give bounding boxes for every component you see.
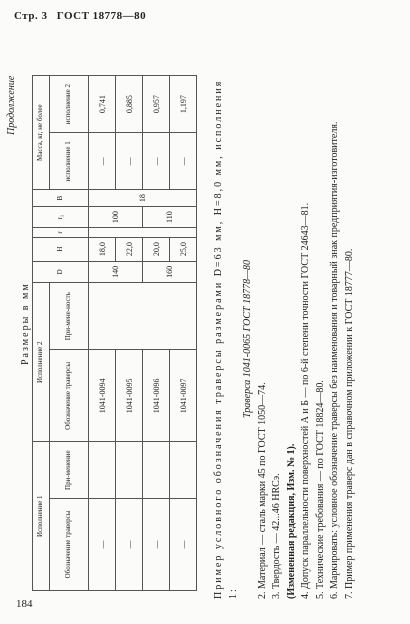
cell-m2: 0,741: [89, 76, 116, 133]
col-D: D: [33, 261, 89, 282]
cell-d1: —: [170, 498, 197, 590]
cell-m2: 0,885: [116, 76, 143, 133]
cell-a2: [89, 283, 197, 350]
note-2: 2. Материал — сталь марки 45 по ГОСТ 1050—74.: [256, 382, 268, 599]
note-4: 4. Допуск параллельности поверхностей А и Б — по 6-й степени точности ГОСТ 24643—81.: [300, 202, 311, 599]
cell-d1: —: [116, 498, 143, 590]
cell-D: 140: [89, 261, 143, 282]
page-header: [14, 10, 146, 22]
col-desig1: Обозначение траверсы: [50, 498, 89, 590]
col-appl2: При-мене-ность: [50, 283, 89, 350]
example-line: Пример условного обозначения траверсы размерами D=63 мм, H=8,0 мм, исполнения 1:: [213, 79, 239, 599]
cell-a1: [116, 442, 143, 498]
cell-H: 20,0: [143, 237, 170, 261]
cell-m1: —: [89, 133, 116, 190]
note-6: 6. Маркировать: условное обозначение траверсы без наименования и товарный знак предприятия-изготовителя.: [329, 121, 340, 599]
cell-a1: [170, 442, 197, 498]
col-B: B: [33, 190, 89, 206]
cell-m2: 0,957: [143, 76, 170, 133]
cell-m1: —: [170, 133, 197, 190]
cell-a1: [143, 442, 170, 498]
notes-text: [212, 79, 357, 599]
cell-d2: 1041-0097: [170, 350, 197, 442]
dimensions-table: [32, 75, 197, 591]
note-5: 5. Технические требования — по ГОСТ 18824—80.: [314, 380, 326, 599]
cell-m1: —: [143, 133, 170, 190]
col-r1: r₁: [33, 206, 89, 227]
cell-r1: 110: [143, 206, 197, 227]
cell-d2: 1041-0095: [116, 350, 143, 442]
cell-H: 18,0: [89, 237, 116, 261]
rotated-content: [2, 45, 402, 605]
page-label: Стр. 3: [14, 10, 48, 22]
col-mass2: исполнение 2: [50, 76, 89, 133]
col-appl1: При-менение: [50, 442, 89, 498]
standard-label: ГОСТ 18778—80: [56, 10, 147, 22]
cell-H: 22,0: [116, 237, 143, 261]
note-3-amendment: (Измененная редакция, Изм. № 1).: [285, 443, 297, 599]
cell-d2: 1041-0094: [89, 350, 116, 442]
col-desig2: Обозначение траверсы: [50, 350, 89, 442]
cell-d2: 1041-0096: [143, 350, 170, 442]
col-H: H: [33, 237, 89, 261]
cell-m1: —: [116, 133, 143, 190]
note-3: 3. Твердость — 42...46 HRCэ.: [271, 473, 282, 599]
continuation-label: Продолжение: [6, 75, 17, 135]
cell-D: 160: [143, 261, 197, 282]
example-code: Траверса 1041-0065 ГОСТ 18778—80: [242, 260, 253, 419]
cell-d1: —: [89, 498, 116, 590]
cell-B: 18: [89, 190, 197, 206]
page-number: 184: [16, 598, 33, 610]
cell-r1: 100: [89, 206, 143, 227]
header-exec1: Исполнение 1: [33, 442, 50, 591]
col-r: r: [33, 228, 89, 237]
sizes-title: Размеры в мм: [20, 282, 31, 365]
cell-H: 25,0: [170, 237, 197, 261]
cell-m2: 1,197: [170, 76, 197, 133]
table-row: [89, 76, 116, 591]
cell-r: [89, 228, 197, 237]
col-mass1: исполнение 1: [50, 133, 89, 190]
header-exec2: Исполнение 2: [33, 283, 50, 442]
header-mass: Масса, кг, не более: [33, 76, 50, 190]
cell-d1: —: [143, 498, 170, 590]
cell-a1: [89, 442, 116, 498]
note-7: 7. Пример применения траверс дан в справочном приложении к ГОСТ 18777—80.: [343, 248, 355, 599]
